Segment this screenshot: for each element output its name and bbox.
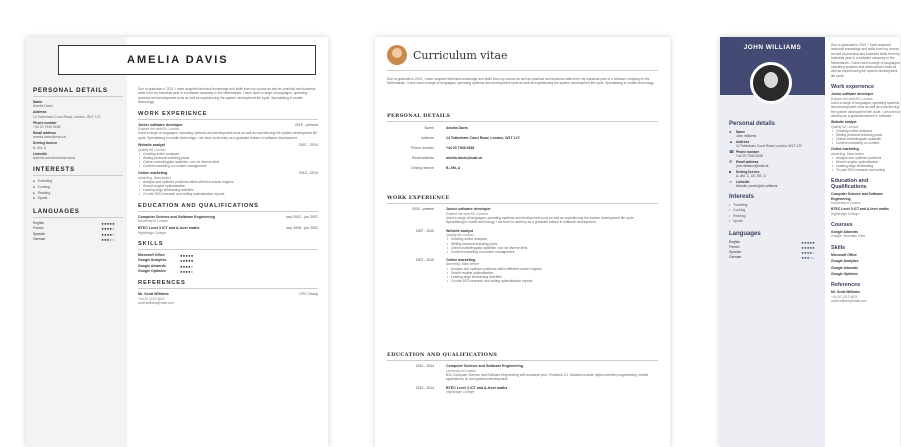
job-bullet: • On-site SEO research and writing optimalisation reports [138,192,318,196]
interest-item: • Cooking [729,208,819,213]
section-title: EDUCATION AND QUALIFICATIONS [387,352,498,358]
job-title: Junior software developer [831,92,874,97]
divider [387,121,658,122]
cv-title: Curriculum vitae [413,48,508,62]
detail-label: Phone number [736,149,760,154]
section-title: Courses [831,222,853,229]
detail-item [33,141,123,150]
detail-item [729,130,819,138]
language-row [729,255,815,260]
section-title: INTERESTS [33,166,123,176]
interest-item: ■ Cooking [33,185,123,191]
job-title: Website analyst [831,120,857,125]
education-date: sep 1998 - jun 2002 [286,226,318,231]
job-entry [387,207,651,225]
job-title: Website analyst [138,143,166,148]
rating-dots: ●●●●○ [801,249,815,255]
job-entry [387,258,651,283]
education-date: 2012 - 2014 [415,364,434,368]
rating-dots: ●●●●○ [180,263,194,269]
detail-text [736,130,756,138]
rating-dots: ●●●●● [101,220,115,226]
cv-header [387,45,508,65]
job-bullet: • Search engine optimalisation [446,271,651,275]
education-body [446,364,651,382]
job-bullet: • Analyse and optimize positions within different search engines [446,267,651,271]
education-entry [831,207,901,216]
divider [387,360,658,361]
section-title: WORK EXPERIENCE [387,195,450,201]
education-place: University of London [138,219,169,224]
job-bullet: • Creating online analyses [138,152,318,156]
sidebar-content [729,115,819,260]
summary-text: Due to graduate in 2021, I have acquired technical knowledge and skills from my course as well as practical and business skills from my industrial year in a software company in the Netherlands. I have used a range of languages, operating systems and development tools as well as experiencing the system development life cycle. Specialising in mobile technology. [387,77,655,86]
detail-label: Email address [33,130,56,135]
course-place: Google, Mountain View [831,234,866,239]
cv-template-amelia-davis[interactable] [26,37,328,447]
skills-list [831,253,901,277]
section-title: Languages [729,230,761,237]
detail-label: Phone number [33,120,57,125]
rating-dots: ●●●●○ [101,226,115,232]
job-entry [138,123,318,141]
detail-label: Driving licence [411,166,434,170]
divider [387,70,658,71]
section-title: REFERENCES [138,280,318,289]
detail-label: Driving licence [33,141,58,146]
language-name: English [33,220,45,225]
section-title: WORK EXPERIENCE [138,111,318,120]
language-name: English [729,239,741,244]
detail-item [33,121,123,130]
summary-text: Due to graduate in 2021, I have acquired technical knowledge and skills from my course as well as practical and business skills from my industrial year in a software company in the Netherlands. I have used a range of languages, operating systems and development tools as well as experiencing the system development life cycle. Specialising in mobile technology. [138,87,316,105]
job-title: Online marketing [138,171,168,176]
section-title: LANGUAGES [33,208,123,218]
interest-item: ■ Reading [33,191,123,197]
interests-list [729,203,819,225]
detail-value: John Williams [736,134,757,139]
job-company: Adverting, Manchester [138,176,171,180]
rating-dots: ●●●●○ [180,268,194,274]
job-company: Quality ltd, London [446,233,474,238]
job-bullet: • Online marketingplan opstellen voor de diverse titels [446,246,651,250]
section-title: PERSONAL DETAILS [387,113,451,119]
education-title: BTEC Level 3 ICT and A-level maths [138,226,200,231]
skill-name: Google Analytics [831,259,859,264]
education-entry [831,192,901,205]
profile-photo [750,62,792,104]
job-title: Junior software developer [138,122,183,127]
job-entry [831,147,901,172]
job-bullet: • Writing personal branding plans [138,156,318,160]
rating-dots: ●●●●● [801,239,815,245]
detail-item [33,152,123,161]
avatar [387,45,407,65]
name-header [58,45,316,75]
job-entry [831,120,901,145]
detail-value: Amelia Davis [33,104,53,109]
phone-icon: ☎ [729,148,734,154]
section-title: EDUCATION AND QUALIFICATIONS [138,203,318,212]
detail-row [387,153,520,163]
reference-phone: +44 20 1212 4621 [831,294,858,299]
user-icon: ● [729,129,732,134]
detail-text [736,150,763,158]
detail-label: Phone number [411,146,434,150]
job-bullet: • Leading large linkbuilding activities [138,188,318,192]
interest-item: • Travelling [729,203,819,208]
education-place: University of London [446,368,477,373]
job-bullet: • Writing personal branding plans [831,133,901,137]
skill-name: Google Adwords [138,263,166,268]
detail-text [736,170,766,178]
rating-dots: ●●●●● [180,253,194,259]
education-title: BTEC Level 3 ICT and A-level maths [446,385,508,390]
rating-dots: ●●●○○ [801,255,815,261]
detail-value: +44 20 7946 0638 [33,125,61,130]
skill-name: Google Optimize [138,268,166,273]
car-icon: ■ [729,168,732,174]
job-bullet: • Analyse and optimize positions within different search engines [138,180,318,184]
job-company: Adverting, Manchester [831,151,864,156]
interest-item: • Sports [729,219,819,224]
job-bullet: • Content marketing on content management [138,164,318,168]
job-title: Junior software developer [446,207,491,211]
reference-company: CPC Group [299,291,318,296]
education-entry [387,364,651,382]
detail-value: amelia.davis@mail.uk [446,156,483,160]
language-name: German [729,255,742,260]
detail-item [729,180,819,188]
summary-text: Due to graduate in 2021, I have acquired technical knowledge and skills from my course as well as practical and business skills from my industrial year in a software company in the Netherlands. I have used a range of languages, operating systems and development tools as well as experiencing the system development life cycle. [831,43,901,78]
job-bullet: • Writing personal branding plans [446,242,651,246]
section-title: Personal details [729,121,776,127]
detail-value: 14 Tottenham Court Road, London, W1T 1JY [446,136,520,140]
skill-name: Microsoft Office [138,253,165,258]
education-list [387,364,651,398]
job-title: Online marketing [446,257,476,262]
sidebar-content [33,87,123,242]
detail-label: Email address [736,159,759,164]
reference-phone: +44 20 1212 4621 [138,296,165,301]
detail-label: Name [424,126,434,130]
job-bullet: • On-site SEO research and writing [831,168,901,172]
job-entry [831,92,901,118]
job-bullet: • Leading large linkbuilding [831,164,901,168]
link-icon: ∞ [729,178,732,184]
detail-value: +44 20 7946 0638 [736,154,763,159]
detail-label: LinkedIn [736,179,750,184]
job-bullet: • Analyse and optimize positions [831,156,901,160]
detail-row [387,163,520,173]
section-title: Work experience [831,84,875,91]
rating-dots: ●●●●● [180,258,194,264]
education-place: Highbridge College [831,211,860,216]
job-bullet: • Search engine optimalisation [831,160,901,164]
education-body [446,386,651,395]
job-company: Quality ltd, London [138,147,166,152]
rating-dots: ●●●●○ [101,231,115,237]
personal-details [729,130,819,188]
detail-value: john.williams@mail.uk [736,163,769,168]
rating-dots: ●●●●● [801,244,815,250]
language-name: French [33,226,44,231]
skill-name: Google Optimize [831,271,858,276]
language-name: German [33,236,46,241]
skills-list [138,253,318,274]
divider [387,203,658,204]
education-date: 2012 - 2014 [415,385,434,390]
education-title: Computer Science and Software Engineering [831,192,884,201]
education-entry [138,226,318,235]
job-bullet: • Content marketing on content management [446,250,651,254]
education-place: University of London [831,201,862,206]
job-bullet: • Content marketing on content [831,141,901,145]
rating-dots: ●●●○○ [101,236,115,242]
section-title: PERSONAL DETAILS [33,87,123,97]
job-body [446,229,651,254]
reference-name: Mr. Scott Williams [138,291,169,296]
cv-template-john-williams[interactable] [720,37,900,447]
interest-item: ■ Sports [33,196,123,202]
education-title: Computer Science and Software Engineering [138,214,215,219]
language-name: Spanish [33,231,46,236]
education-place: Highbridge College [446,390,475,395]
reference-email: scott.williams@mail.com [138,300,174,305]
detail-item [729,170,819,178]
job-company: Adverting, Manchester [446,262,479,267]
job-company: Explore the web BV, London [831,96,873,101]
detail-item [33,100,123,109]
detail-label: Name [736,130,745,134]
job-date: 2007 - 2010 [415,257,434,262]
cv-template-curriculum-vitae[interactable] [375,37,670,447]
job-bullet: • Leading large linkbuilding activities [446,275,651,279]
job-date: 2015 - 2015 [298,171,318,176]
education-title: BTEC Level 3 ICT and A-level maths [831,207,889,212]
detail-label: Address [33,110,47,115]
work-list [387,207,651,287]
language-name: Spanish [729,249,742,254]
detail-text [736,160,768,168]
section-title: Interests [729,193,755,200]
detail-item [729,160,819,168]
section-title: SKILLS [138,241,318,250]
job-title: Website analyst [446,228,474,233]
section-title: References [831,282,861,289]
job-date: 2015 - present [412,207,434,211]
detail-row [387,143,520,153]
language-row [33,237,115,242]
education-entry [138,215,318,224]
detail-text [736,140,802,148]
job-description: Used a range of languages, operating systems and development tools as well as experiencing the system development life cycle. Specialising in mobile technology. I am keen to develop as a graduate trainee in software development. [446,215,635,225]
detail-value: Amelia Davis [446,126,468,130]
education-date: sep 2002 - jun 2007 [286,214,318,219]
job-description: Used a range of languages, operating systems and development tools as well as experiencing the system development life cycle. I am keen to develop as a graduate trainee in software. [831,100,901,119]
reference-email: scott.williams@mail.com [831,298,867,303]
skill-name: Google Adwords [831,265,858,270]
detail-value: 14 Tottenham Court Road, London, W1T 1JY [736,144,802,149]
main-content [831,43,901,303]
job-company: Explore the web BV, London [138,127,180,132]
language-name: French [729,244,740,249]
detail-label: Email address [411,156,434,160]
home-icon: ▲ [729,138,733,144]
detail-value: B, AM, A [446,166,461,170]
work-list [138,123,318,197]
education-entry [387,386,651,395]
job-bullet: • Search engine optimalisation [138,184,318,188]
detail-item [33,110,123,119]
personal-details [33,100,123,160]
detail-row [387,133,520,143]
interest-item: • Reading [729,214,819,219]
interests-list [33,179,123,201]
detail-value: A, AM, C, CE, BE, D [736,173,766,178]
interest-item: ■ Travelling [33,179,123,185]
job-bullet: • On-site SEO research and writing optimalisation reports [446,279,651,283]
job-company: Explore the web BV, London [446,211,488,216]
reference-name: Mr. Scott Williams [831,290,860,295]
detail-item [33,131,123,140]
detail-value: linkedin.com/in/john.williams [736,183,778,188]
education-place: Highbridge College [138,230,167,235]
job-bullet: • Online marketingplan opstellen [831,137,901,141]
detail-value: +44 20 7946 0638 [446,146,475,150]
education-list [138,215,318,236]
job-bullet: • Creating online analyses [446,237,651,241]
education-description: BSc Computer Science and Software Engineering with industrial year. Predicted 2:1. Modules include object oriented programming, mobile applications, AI and systems development. [446,372,649,382]
languages-list [729,240,819,261]
job-body [446,258,651,283]
job-bullet: • Creating online analyses [831,129,901,133]
course-title: Google Adwords [831,230,858,235]
education-list [831,192,901,216]
job-entry [138,143,318,168]
detail-value: 14 Tottenham Court Road, London, W1T 1JY [33,114,101,119]
job-date: 2015 - present [294,122,318,127]
work-list [831,92,901,172]
section-title: Skills [831,244,846,251]
detail-text [736,180,777,188]
detail-value: amelia.davis@mail.uk [33,135,67,140]
detail-label: LinkedIn [33,151,47,156]
job-entry [387,229,651,254]
job-title: Online marketing [831,147,859,152]
job-entry [138,171,318,196]
cv-name: JOHN WILLIAMS [743,44,802,51]
education-title: Computer Science and Software Engineering [446,364,523,368]
cv-name: AMELIA DAVIS [127,54,229,66]
job-description: Used a range of languages, operating systems and development tools as well as experiencing the system development life cycle. Specialising in mobile technology. I am keen to develop as a graduate trainee in software development. [138,131,318,140]
detail-value: B, AM, A [33,145,47,150]
skill-name: Google Analytics [138,258,167,263]
main-content [138,87,318,305]
detail-row [387,123,520,133]
job-bullet: • Online marketingplan opstellen voor de diverse titels [138,160,318,164]
detail-label: Name [33,100,43,104]
job-body [446,207,651,225]
job-date: 2007 - 2010 [298,143,318,148]
section-title: Education and Qualifications [831,178,869,191]
detail-label: Address [736,139,750,144]
mail-icon: ✉ [729,158,733,164]
detail-value: linkedin.com/in/amelia.davis [33,155,76,160]
skill-row [138,269,318,274]
personal-details [387,123,520,173]
detail-label: Driving licence [736,169,760,174]
skill-name: Microsoft Office [831,252,857,257]
languages-list [33,221,123,243]
detail-item [729,150,819,158]
job-date: 2007 - 2010 [415,228,434,233]
job-company: Quality ltd, London [831,124,859,129]
detail-label: Address [421,136,434,140]
detail-item [729,140,819,148]
